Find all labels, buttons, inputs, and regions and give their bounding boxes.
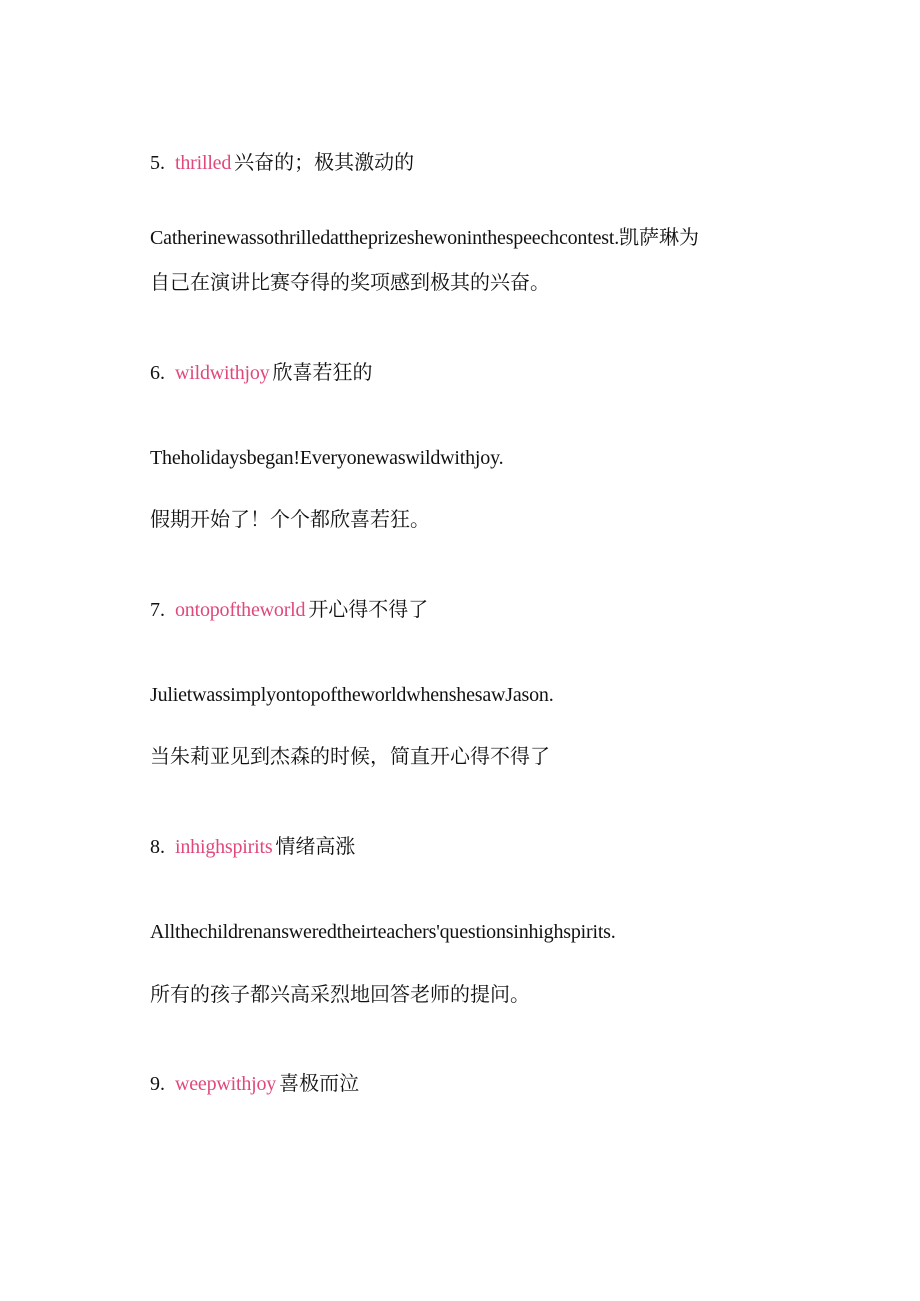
entry-number: 5. xyxy=(150,152,165,174)
entry-number: 9. xyxy=(150,1073,165,1095)
entry-7-heading xyxy=(150,595,428,624)
entry-8-example-chinese: 所有的孩子都兴高采烈地回答老师的提问。 xyxy=(150,982,530,1006)
entry-gloss: 兴奋的；极其激动的 xyxy=(234,150,415,174)
entry-term: weepwithjoy xyxy=(175,1073,277,1095)
entry-number: 6. xyxy=(150,362,165,384)
entry-gloss: 喜极而泣 xyxy=(279,1071,360,1095)
entry-6-example-english: Theholidaysbegan!Everyonewaswildwithjoy. xyxy=(150,447,504,469)
example-chinese: 凯萨琳为 xyxy=(619,225,699,249)
entry-number: 8. xyxy=(150,836,165,858)
entry-gloss: 欣喜若狂的 xyxy=(272,360,373,384)
entry-5-example xyxy=(150,223,699,252)
entry-number: 7. xyxy=(150,599,165,621)
entry-6-heading xyxy=(150,358,372,387)
entry-8-heading xyxy=(150,832,355,861)
entry-term: ontopoftheworld xyxy=(175,599,306,621)
example-english: Catherinewassothrilledattheprizeshewoninthespeechcontest. xyxy=(150,227,619,249)
entry-term: wildwithjoy xyxy=(175,362,270,384)
entry-7-example-chinese: 当朱莉亚见到杰森的时候，简直开心得不得了 xyxy=(150,744,550,768)
entry-gloss: 情绪高涨 xyxy=(275,834,356,858)
entry-8-example-english: Allthechildrenansweredtheirteachers'questionsinhighspirits. xyxy=(150,921,616,943)
entry-gloss: 开心得不得了 xyxy=(308,597,429,621)
entry-6-example-chinese: 假期开始了！个个都欣喜若狂。 xyxy=(150,507,430,531)
entry-term: thrilled xyxy=(175,152,232,174)
entry-term: inhighspirits xyxy=(175,836,273,858)
entry-9-heading xyxy=(150,1069,359,1098)
entry-5-heading xyxy=(150,148,414,177)
entry-7-example-english: JulietwassimplyontopoftheworldwhenshesawJason. xyxy=(150,684,554,706)
entry-5-example-continued: 自己在演讲比赛夺得的奖项感到极其的兴奋。 xyxy=(150,270,550,294)
